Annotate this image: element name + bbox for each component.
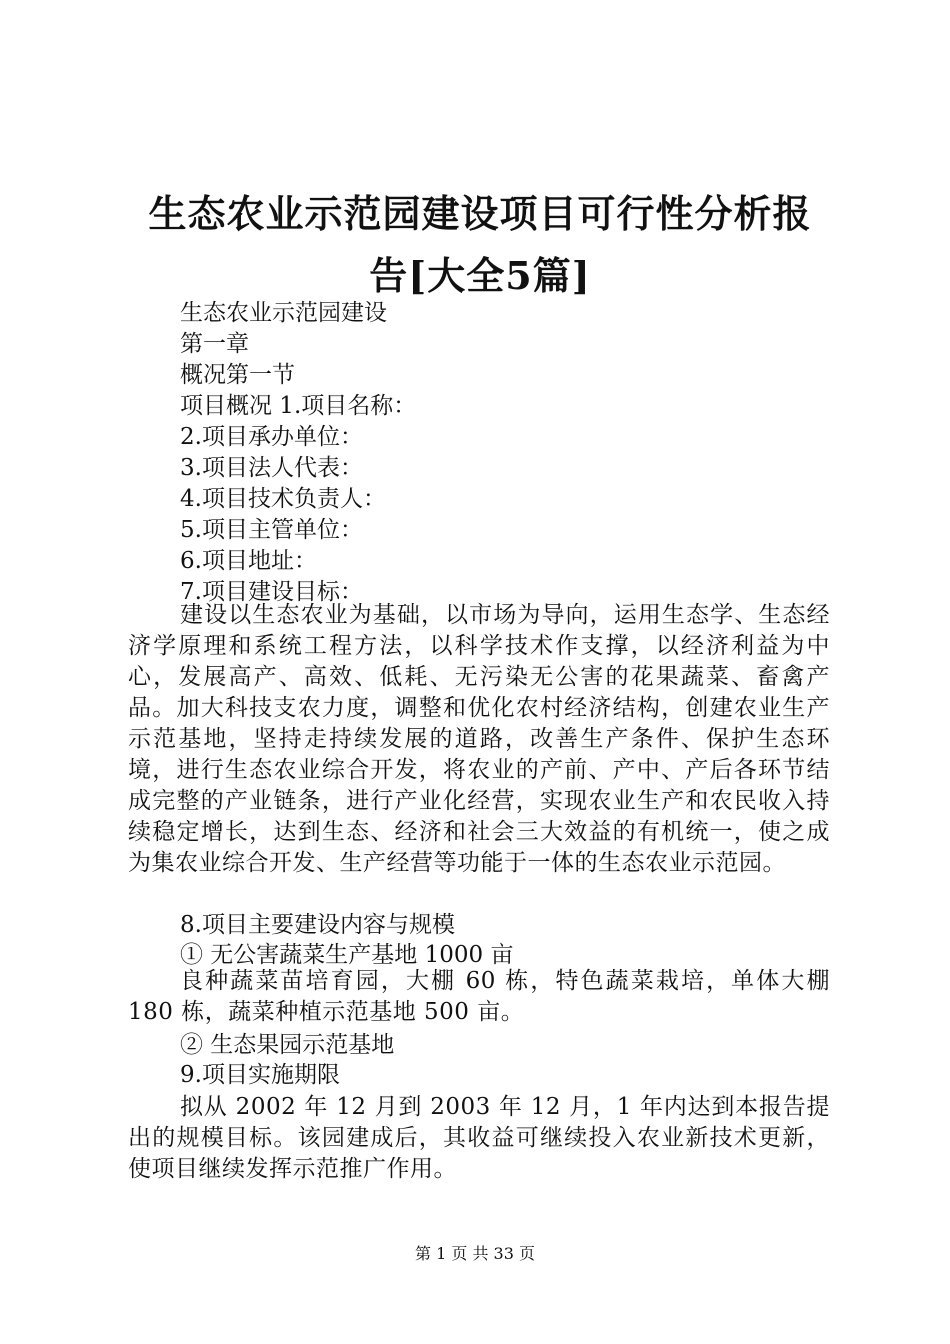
text-line: 3.项目法人代表： (180, 455, 363, 481)
text-line: 7.项目建设目标： (180, 579, 363, 605)
text-line: 项目概况 1.项目名称： (180, 393, 417, 419)
text-line: ② 生态果园示范基地 (180, 1032, 395, 1058)
text-line: 9.项目实施期限 (180, 1062, 340, 1088)
document-title: 生态农业示范园建设项目可行性分析报告[大全5篇] (148, 191, 812, 298)
paragraph-goals: 建设以生态农业为基础，以市场为导向，运用生态学、生态经济学原理和系统工程方法，以科学技术作支撑，以经济利益为中心，发展高产、高效、低耗、无污染无公害的花果蔬菜、畜禽产品。加大科技支农力度，调整和优化农村经济结构，创建农业生产示范基地，坚持走持续发展的道路，改善生产条件、保护生态环境，进行生态农业综合开发，将农业的产前、产中、产后各环节结成完整的产业链条，进行产业化经营，实现农业生产和农民收入持续稳定增长，达到生态、经济和社会三大效益的有机统一，使之成为集农业综合开发、生产经营等功能于一体的生态农业示范园。 (128, 602, 830, 876)
text-line: 8.项目主要建设内容与规模 (180, 912, 455, 938)
text-line: 2.项目承办单位： (180, 424, 363, 450)
text-line: 5.项目主管单位： (180, 517, 363, 543)
text-line: 第一章 (180, 331, 249, 357)
text-line: 概况第一节 (180, 362, 295, 388)
paragraph-schedule: 拟从 2002 年 12 月到 2003 年 12 月，1 年内达到本报告提出的规模目标。该园建成后，其收益可继续投入农业新技术更新，使项目继续发挥示范推广作用。 (128, 1094, 830, 1182)
text-line: 生态农业示范园建设 (180, 300, 387, 326)
text-line: 4.项目技术负责人： (180, 486, 386, 512)
paragraph-scale: 良种蔬菜苗培育园，大棚 60 栋，特色蔬菜栽培，单体大棚 180 栋，蔬菜种植示范基地 500 亩。 (128, 968, 830, 1025)
text-line: 6.项目地址： (180, 548, 317, 574)
text-line: ① 无公害蔬菜生产基地 1000 亩 (180, 942, 514, 968)
page-footer: 第 1 页 共 33 页 (415, 1244, 535, 1263)
